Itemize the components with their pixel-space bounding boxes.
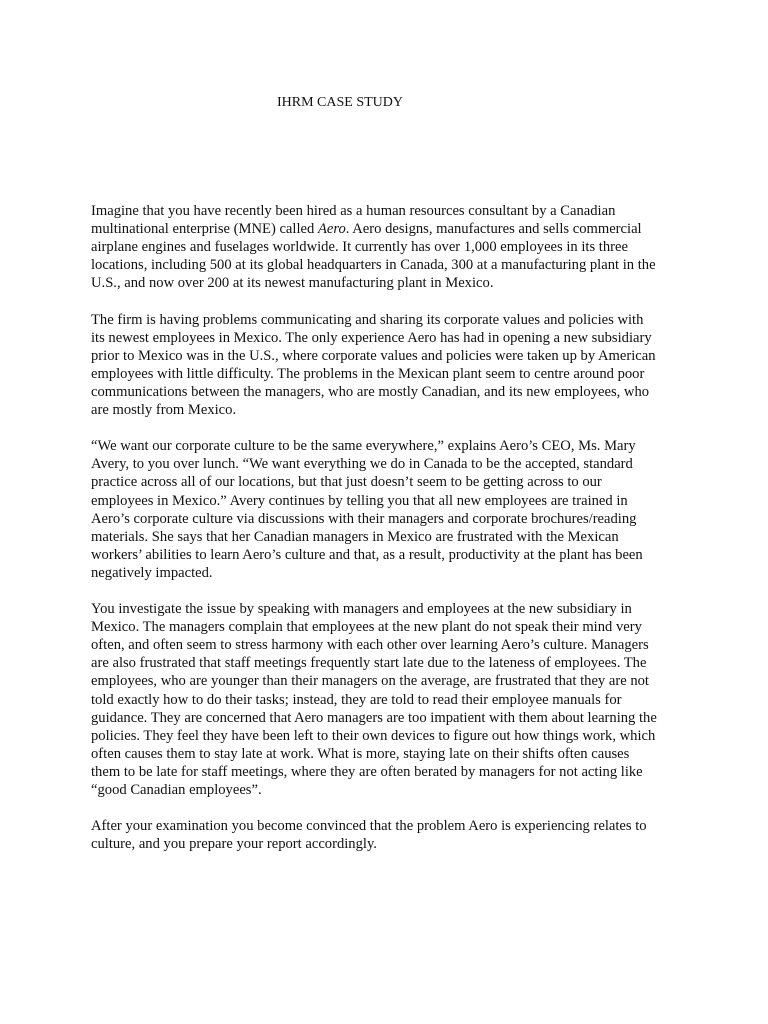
text-line: culture, and you prepare your report accordingly. xyxy=(91,836,377,853)
text-line: You investigate the issue by speaking with managers and employees at the new subsidiary in xyxy=(91,601,632,618)
text-line: often, and often seem to stress harmony with each other over learning Aero’s culture. Managers xyxy=(91,637,649,654)
company-name-italic: Aero xyxy=(317,221,346,238)
text-line: guidance. They are concerned that Aero managers are too impatient with them about learning the xyxy=(91,709,657,726)
paragraph-3 xyxy=(91,437,681,582)
text-line: Mexico. The managers complain that employees at the new plant do not speak their mind very xyxy=(91,619,642,636)
text-line: negatively impacted. xyxy=(91,564,213,581)
text-line: are mostly from Mexico. xyxy=(91,402,237,419)
paragraph-5 xyxy=(91,817,681,853)
text-line: told exactly how to do their tasks; instead, they are told to read their employee manuals for xyxy=(91,691,622,708)
text-line: communications between the managers, who are mostly Canadian, and its new employees, who xyxy=(91,383,650,400)
text-line: “good Canadian employees”. xyxy=(91,782,262,798)
text-line: are also frustrated that staff meetings frequently start late due to the lateness of employees. The xyxy=(91,655,647,672)
text-line: After your examination you become convinced that the problem Aero is experiencing relates to xyxy=(91,818,647,835)
text-line: locations, including 500 at its global headquarters in Canada, 300 at a manufacturing plant in the xyxy=(91,257,656,274)
text-line: workers’ abilities to learn Aero’s culture and that, as a result, productivity at the plant has been xyxy=(91,546,643,563)
text-run: . Aero designs, manufactures and sells commercial xyxy=(345,221,642,238)
text-line: U.S., and now over 200 at its newest manufacturing plant in Mexico. xyxy=(91,275,494,292)
text-line: prior to Mexico was in the U.S., where corporate values and policies were taken up by American xyxy=(91,347,656,364)
text-line: employees, who are younger than their managers on the average, are frustrated that they are not xyxy=(91,673,649,690)
document-title: IHRM CASE STUDY xyxy=(277,95,404,110)
paragraph-4 xyxy=(91,600,681,799)
text-line: policies. They feel they have been left to their own devices to figure out how things work, which xyxy=(91,727,656,744)
document-body xyxy=(91,202,681,871)
text-line: employees with little difficulty. The problems in the Mexican plant seem to centre around poor xyxy=(91,365,645,382)
text-line: materials. She says that her Canadian managers in Mexico are frustrated with the Mexican xyxy=(91,528,619,545)
text-line: airplane engines and fuselages worldwide. It currently has over 1,000 employees in its three xyxy=(91,239,628,256)
text-line: The firm is having problems communicating and sharing its corporate values and policies with xyxy=(91,311,644,328)
text-line: Aero’s corporate culture via discussions with their managers and corporate brochures/reading xyxy=(91,510,637,527)
text-line: Avery, to you over lunch. “We want everything we do in Canada to be the accepted, standard xyxy=(91,456,633,473)
text-line: its newest employees in Mexico. The only experience Aero has had in opening a new subsidiary xyxy=(91,329,652,346)
text-run: multinational enterprise (MNE) called xyxy=(91,221,318,238)
text-line: Imagine that you have recently been hired as a human resources consultant by a Canadian xyxy=(91,203,616,219)
text-line: “We want our corporate culture to be the same everywhere,” explains Aero’s CEO, Ms. Mary xyxy=(91,438,636,455)
text-line: practice across all of our locations, but that just doesn’t seem to be getting across to our xyxy=(91,474,602,491)
text-line: often causes them to stay late at work. What is more, staying late on their shifts often causes xyxy=(91,745,630,762)
text-line xyxy=(91,220,681,238)
text-line: employees in Mexico.” Avery continues by telling you that all new employees are trained in xyxy=(91,492,628,509)
text-line: them to be late for staff meetings, where they are often berated by managers for not acting like xyxy=(91,763,643,780)
paragraph-2 xyxy=(91,311,681,420)
paragraph-1 xyxy=(91,202,681,292)
